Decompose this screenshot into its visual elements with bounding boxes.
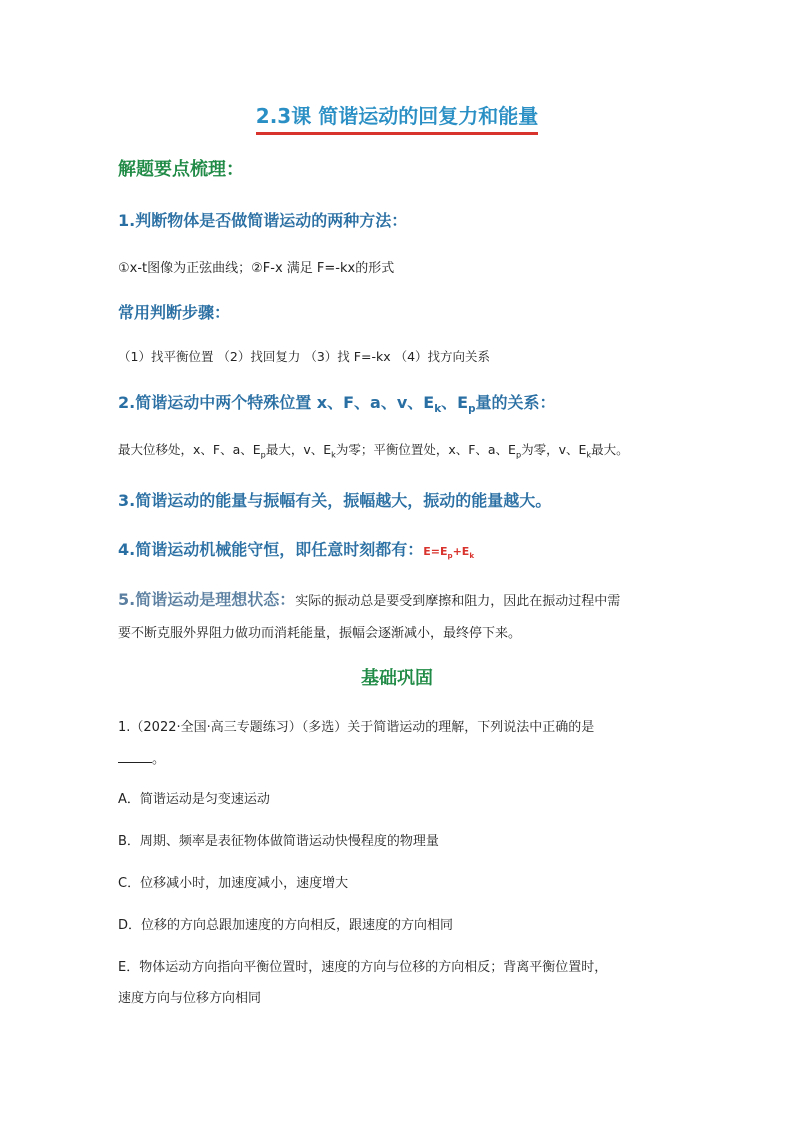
steps-text: （1）找平衡位置 （2）找回复力 （3）找 F=-kx （4）找方向关系: [118, 349, 491, 364]
point-2-heading: 2.简谐运动中两个特殊位置 x、F、a、v、$E_k$、$E_p$量的关系：: [118, 393, 556, 416]
question-1-stem: 1.（2022·全国·高三专题练习）（多选）关于简谐运动的理解，下列说法中正确的是: [118, 720, 595, 735]
option-a: A．简谐运动是匀变速运动: [118, 792, 270, 807]
point-5-line-1: 5.简谐运动是理想状态：实际的振动总是要受到摩擦和阻力，因此在振动过程中需: [118, 590, 621, 609]
option-c: C．位移减小时，加速度减小，速度增大: [118, 876, 349, 891]
question-1-blank: 。: [118, 748, 165, 767]
option-e: E．物体运动方向指向平衡位置时，速度的方向与位移的方向相反；背离平衡位置时，: [118, 960, 608, 975]
point-4: 4.简谐运动机械能守恒，即任意时刻都有：$E=E_p+E_k$: [118, 540, 475, 561]
answer-blank[interactable]: [118, 750, 152, 763]
page-title: 2.3课 简谐运动的回复力和能量: [0, 100, 794, 135]
point-5-line-2: 要不断克服外界阻力做功而消耗能量，振幅会逐渐减小，最终停下来。: [118, 626, 522, 641]
option-b: B．周期、频率是表征物体做简谐运动快慢程度的物理量: [118, 834, 439, 849]
point-2-text: 最大位移处，x、F、a、$E_p$最大，v、$E_k$为零；平衡位置处，x、F、a、$E_p$为零，v、$E_k$最大。: [118, 442, 629, 460]
energy-formula: $E=E_p+E_k$: [423, 545, 475, 561]
point-1-text: ①x-t图像为正弦曲线；②F-x 满足 F=-kx的形式: [118, 261, 395, 276]
option-d: D．位移的方向总跟加速度的方向相反，跟速度的方向相同: [118, 918, 454, 933]
point-1-heading: 1.判断物体是否做简谐运动的两种方法：: [118, 211, 408, 230]
section-heading-key-points: 解题要点梳理：: [118, 159, 244, 180]
section-heading-basic: 基础巩固: [361, 668, 433, 689]
point-3: 3.简谐运动的能量与振幅有关，振幅越大，振动的能量越大。: [118, 491, 552, 510]
steps-heading: 常用判断步骤：: [118, 303, 231, 322]
option-e-line-2: 速度方向与位移方向相同: [118, 991, 262, 1006]
